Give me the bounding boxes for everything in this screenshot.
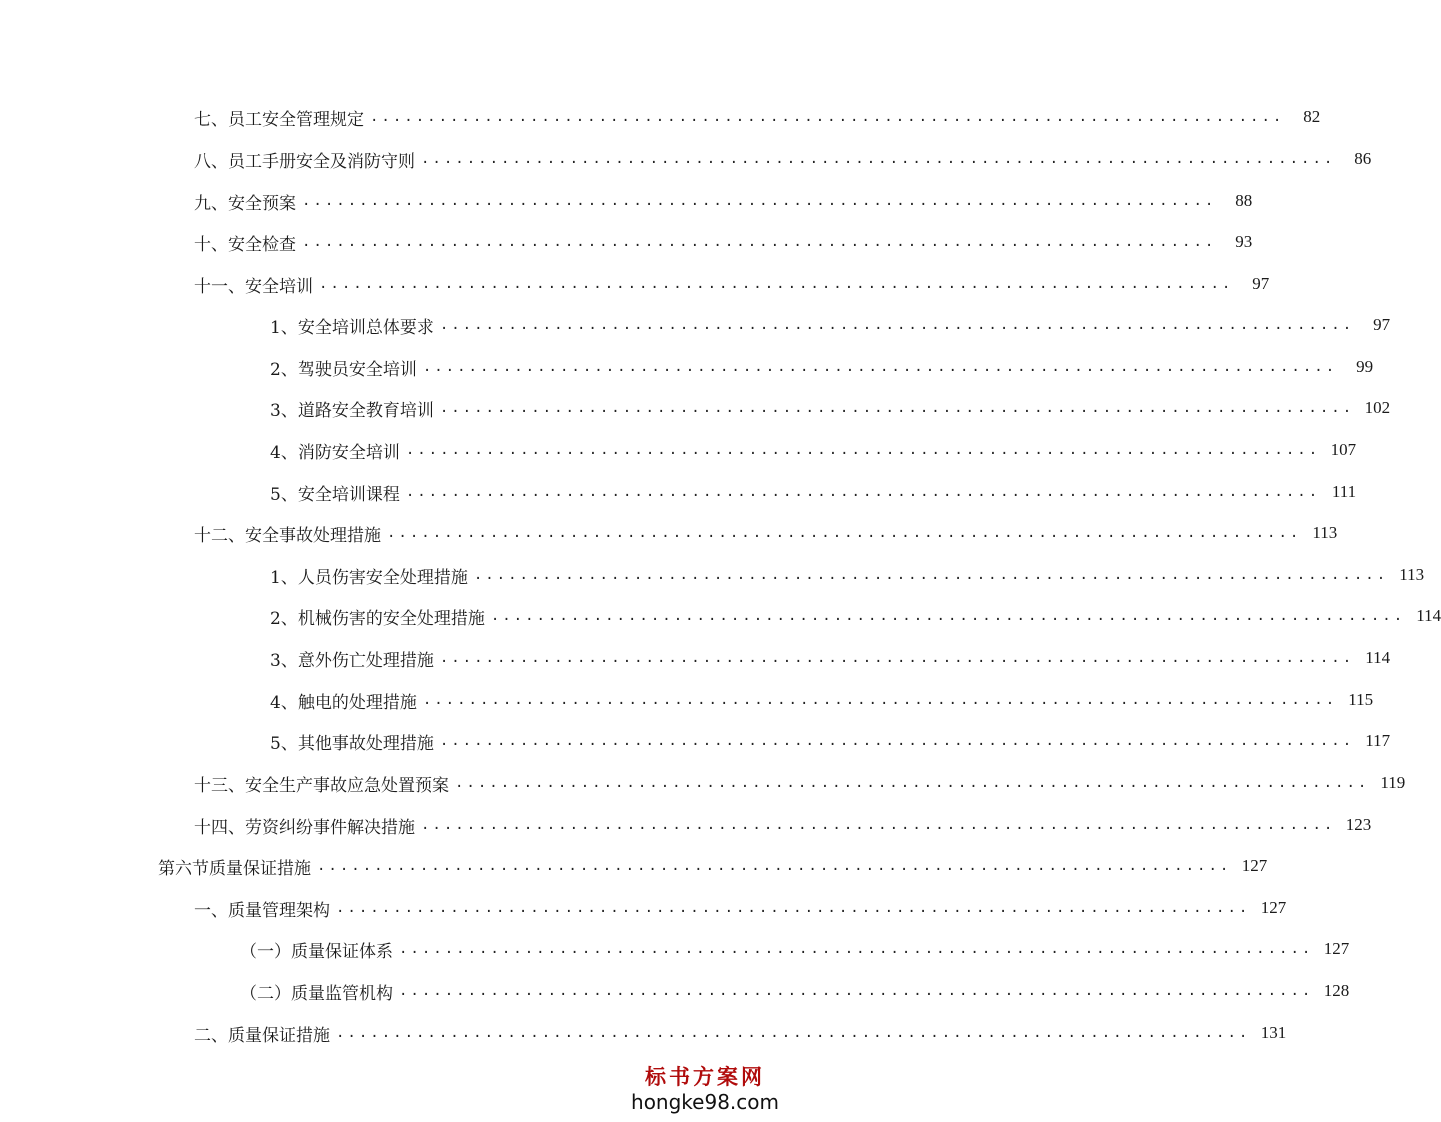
dot-leader: ................................................................................ [317, 858, 1232, 874]
toc-entry-page: 113 [1399, 565, 1425, 584]
dot-leader: ................................................................................ [405, 442, 1321, 458]
toc-entry-number: 1、 [270, 567, 298, 588]
toc-entry-page: 128 [1323, 981, 1350, 1000]
toc-entry-title: 机械伤害的安全处理措施 [297, 608, 485, 629]
toc-entry-page: 111 [1331, 482, 1357, 501]
toc-entry-page: 114 [1365, 648, 1391, 667]
toc-entry-title: 安全培训 [245, 276, 313, 297]
dot-leader: ................................................................................ [387, 525, 1302, 541]
toc-entry[interactable] [194, 187, 1253, 215]
toc-entry-title: 质量保证体系 [291, 941, 393, 962]
toc-entry-number: （二） [240, 983, 291, 1004]
toc-entry[interactable] [270, 561, 1425, 589]
toc-entry[interactable] [270, 602, 1441, 630]
toc-entry-title: 员工手册安全及消防守则 [228, 151, 415, 172]
toc-entry-number: 1、 [270, 317, 298, 338]
toc-entry[interactable] [270, 686, 1374, 714]
dot-leader: ................................................................................ [399, 941, 1314, 957]
toc-entry-title: 员工安全管理规定 [228, 109, 364, 130]
toc-entry-number: 5、 [270, 484, 298, 505]
toc-entry-number: 十三、 [194, 775, 245, 796]
toc-entry-title: 安全事故处理措施 [245, 525, 381, 546]
toc-entry-number: 第六节 [158, 858, 209, 879]
toc-entry-page: 123 [1345, 815, 1372, 834]
dot-leader: ................................................................................ [421, 817, 1336, 833]
toc-entry[interactable] [270, 727, 1391, 755]
toc-entry-title: 质量管理架构 [228, 900, 330, 921]
toc-entry[interactable] [270, 478, 1357, 506]
toc-entry-number: 3、 [270, 400, 298, 421]
dot-leader: ................................................................................ [336, 1025, 1251, 1041]
dot-leader: ................................................................................ [302, 193, 1217, 209]
dot-leader: ................................................................................ [422, 359, 1338, 375]
dot-leader: ................................................................................ [422, 692, 1338, 708]
toc-entry-number: 九、 [194, 193, 228, 214]
toc-entry-page: 97 [1252, 274, 1270, 293]
toc-entry-number: 十一、 [194, 276, 245, 297]
toc-entry-title: 安全培训课程 [297, 484, 400, 505]
toc-entry[interactable] [194, 228, 1253, 256]
toc-entry-number: 4、 [270, 442, 298, 463]
toc-entry-number: 十四、 [194, 817, 245, 838]
toc-entry-page: 127 [1323, 939, 1350, 958]
toc-entry[interactable] [270, 436, 1357, 464]
toc-entry[interactable] [270, 394, 1391, 422]
watermark-brand: 标书方案网 [645, 1064, 765, 1089]
toc-entry-title: 质量保证措施 [228, 1025, 330, 1046]
toc-entry[interactable] [158, 852, 1268, 880]
dot-leader: ................................................................................ [336, 900, 1251, 916]
toc-entry-title: 消防安全培训 [297, 442, 400, 463]
toc-entry-page: 127 [1241, 856, 1268, 875]
toc-entry-page: 131 [1260, 1023, 1287, 1042]
toc-entry[interactable] [194, 103, 1321, 131]
toc-entry[interactable] [194, 811, 1372, 839]
dot-leader: ................................................................................ [439, 317, 1355, 333]
toc-entry-title: 质量保证措施 [209, 858, 311, 879]
toc-entry-number: 七、 [194, 109, 228, 130]
dot-leader: ................................................................................ [455, 775, 1370, 791]
toc-entry[interactable] [194, 1019, 1287, 1047]
toc-entry-number: 5、 [270, 733, 298, 754]
toc-entry-title: 安全检查 [228, 234, 296, 255]
toc-entry-title: 安全培训总体要求 [297, 317, 434, 338]
toc-entry-page: 127 [1260, 898, 1287, 917]
toc-entry-number: 4、 [270, 692, 298, 713]
toc-entry-title: 安全生产事故应急处置预案 [245, 775, 449, 796]
toc-entry[interactable] [240, 977, 1350, 1005]
watermark [631, 1064, 779, 1114]
toc-entry-page: 102 [1364, 398, 1391, 417]
toc-entry-number: 十二、 [194, 525, 245, 546]
toc-entry[interactable] [194, 769, 1406, 797]
watermark-url: hongke98.com [631, 1090, 779, 1114]
toc-entry[interactable] [270, 311, 1391, 339]
toc-entry-number: （一） [240, 941, 291, 962]
toc-entry[interactable] [194, 519, 1338, 547]
dot-leader: ................................................................................ [439, 400, 1355, 416]
toc-entry-title: 意外伤亡处理措施 [297, 650, 434, 671]
toc-entry-page: 107 [1330, 440, 1357, 459]
toc-entry-page: 113 [1312, 523, 1338, 542]
dot-leader: ................................................................................ [439, 733, 1355, 749]
dot-leader: ................................................................................ [421, 151, 1336, 167]
toc-entry[interactable] [194, 894, 1287, 922]
toc-entry-title: 道路安全教育培训 [297, 400, 434, 421]
toc-entry-page: 114 [1416, 606, 1441, 625]
dot-leader: ................................................................................ [473, 567, 1389, 583]
toc-entry-title: 安全预案 [228, 193, 296, 214]
toc-entry[interactable] [270, 353, 1374, 381]
toc-entry-title: 触电的处理措施 [297, 692, 417, 713]
toc-entry[interactable] [194, 145, 1372, 173]
toc-entry-number: 八、 [194, 151, 228, 172]
toc-entry-number: 二、 [194, 1025, 228, 1046]
toc-entry-page: 82 [1303, 107, 1321, 126]
toc-entry-title: 质量监管机构 [291, 983, 393, 1004]
toc-entry[interactable] [270, 644, 1391, 672]
toc-entry-title: 劳资纠纷事件解决措施 [245, 817, 415, 838]
dot-leader: ................................................................................ [439, 650, 1355, 666]
dot-leader: ................................................................................ [302, 234, 1217, 250]
toc-entry-number: 十、 [194, 234, 228, 255]
toc-entry-page: 88 [1235, 191, 1253, 210]
dot-leader: ................................................................................ [370, 109, 1285, 125]
toc-entry-number: 2、 [270, 359, 298, 380]
toc-entry-page: 86 [1354, 149, 1372, 168]
dot-leader: ................................................................................ [405, 484, 1321, 500]
dot-leader: ................................................................................ [399, 983, 1314, 999]
toc-entry-page: 97 [1373, 315, 1391, 334]
toc-entry-number: 一、 [194, 900, 228, 921]
toc-entry-page: 119 [1380, 773, 1406, 792]
toc-entry-page: 93 [1235, 232, 1253, 251]
toc-entry-page: 115 [1348, 690, 1374, 709]
toc-entry-title: 其他事故处理措施 [297, 733, 434, 754]
toc-entry-number: 2、 [270, 608, 298, 629]
toc-entry-page: 99 [1356, 357, 1374, 376]
toc-entry-number: 3、 [270, 650, 298, 671]
toc-entry-title: 驾驶员安全培训 [297, 359, 417, 380]
toc-entry[interactable] [240, 935, 1350, 963]
dot-leader: ................................................................................ [319, 276, 1234, 292]
toc-entry[interactable] [194, 270, 1270, 298]
toc-entry-page: 117 [1365, 731, 1391, 750]
dot-leader: ................................................................................ [490, 608, 1406, 624]
toc-entry-title: 人员伤害安全处理措施 [297, 567, 468, 588]
